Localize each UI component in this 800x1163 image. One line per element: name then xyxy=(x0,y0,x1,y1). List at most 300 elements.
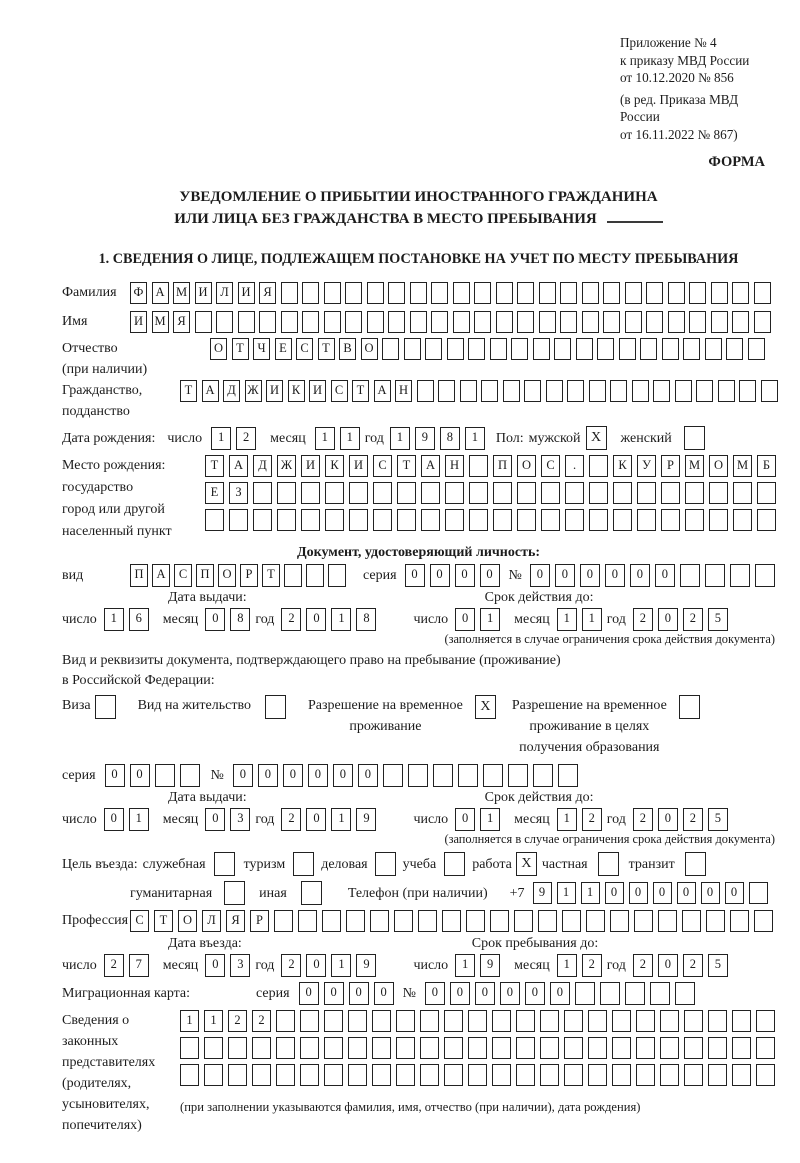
char-box[interactable]: Р xyxy=(240,564,258,587)
char-box[interactable]: 0 xyxy=(480,564,500,587)
char-box[interactable] xyxy=(517,509,536,531)
char-box[interactable]: Б xyxy=(757,455,776,477)
purpose-transit-checkbox[interactable] xyxy=(685,852,706,876)
char-box[interactable] xyxy=(469,509,488,531)
char-box[interactable]: А xyxy=(421,455,440,477)
char-box[interactable] xyxy=(281,282,298,304)
char-box[interactable] xyxy=(634,910,653,932)
char-box[interactable] xyxy=(708,1010,727,1032)
char-box[interactable]: 0 xyxy=(455,564,475,587)
char-box[interactable]: 5 xyxy=(708,954,728,977)
char-box[interactable] xyxy=(460,380,477,402)
char-box[interactable]: 0 xyxy=(306,808,326,831)
char-box[interactable] xyxy=(511,338,528,360)
char-box[interactable] xyxy=(444,1064,463,1086)
char-box[interactable] xyxy=(541,482,560,504)
char-box[interactable]: С xyxy=(130,910,149,932)
char-box[interactable]: 1 xyxy=(557,882,576,904)
char-box[interactable] xyxy=(646,282,663,304)
char-box[interactable] xyxy=(274,910,293,932)
char-box[interactable]: 6 xyxy=(129,608,149,631)
char-box[interactable]: 0 xyxy=(324,982,344,1005)
blank-underline[interactable] xyxy=(607,209,663,223)
char-box[interactable] xyxy=(558,764,578,787)
char-box[interactable] xyxy=(600,982,620,1005)
char-box[interactable] xyxy=(373,509,392,531)
char-box[interactable]: 1 xyxy=(465,427,485,450)
purpose-tourism-checkbox[interactable] xyxy=(293,852,314,876)
char-box[interactable] xyxy=(281,311,298,333)
char-box[interactable] xyxy=(661,509,680,531)
char-box[interactable] xyxy=(541,509,560,531)
char-box[interactable]: И xyxy=(195,282,212,304)
char-box[interactable] xyxy=(660,1037,679,1059)
char-box[interactable] xyxy=(685,509,704,531)
char-box[interactable] xyxy=(517,482,536,504)
purpose-private-checkbox[interactable] xyxy=(598,852,619,876)
char-box[interactable]: 1 xyxy=(331,608,351,631)
char-box[interactable]: З xyxy=(229,482,248,504)
char-box[interactable] xyxy=(349,482,368,504)
char-box[interactable] xyxy=(493,482,512,504)
char-box[interactable] xyxy=(276,1037,295,1059)
char-box[interactable]: Р xyxy=(250,910,269,932)
char-box[interactable] xyxy=(565,509,584,531)
char-box[interactable] xyxy=(277,509,296,531)
char-box[interactable]: М xyxy=(733,455,752,477)
char-box[interactable]: 0 xyxy=(104,808,124,831)
char-box[interactable]: С xyxy=(373,455,392,477)
char-box[interactable]: 2 xyxy=(281,808,301,831)
char-box[interactable] xyxy=(445,482,464,504)
purpose-official-checkbox[interactable] xyxy=(214,852,235,876)
char-box[interactable] xyxy=(300,1010,319,1032)
char-box[interactable] xyxy=(516,1064,535,1086)
char-box[interactable]: О xyxy=(709,455,728,477)
char-box[interactable] xyxy=(324,282,341,304)
char-box[interactable] xyxy=(458,764,478,787)
char-box[interactable]: 2 xyxy=(683,954,703,977)
sex-male-checkbox[interactable] xyxy=(586,426,607,450)
char-box[interactable]: 2 xyxy=(633,808,653,831)
char-box[interactable]: 2 xyxy=(582,808,602,831)
char-box[interactable]: 0 xyxy=(205,808,225,831)
char-box[interactable] xyxy=(706,910,725,932)
sex-female-checkbox[interactable] xyxy=(684,426,705,450)
char-box[interactable] xyxy=(205,509,224,531)
char-box[interactable]: 1 xyxy=(104,608,124,631)
char-box[interactable] xyxy=(382,338,399,360)
char-box[interactable] xyxy=(421,509,440,531)
char-box[interactable] xyxy=(708,1064,727,1086)
char-box[interactable] xyxy=(739,380,756,402)
purpose-other-checkbox[interactable] xyxy=(301,881,322,905)
char-box[interactable] xyxy=(754,910,773,932)
char-box[interactable] xyxy=(324,311,341,333)
temp-permit-edu-checkbox[interactable] xyxy=(679,695,700,719)
char-box[interactable] xyxy=(420,1064,439,1086)
char-box[interactable]: А xyxy=(152,282,169,304)
char-box[interactable] xyxy=(301,881,322,905)
char-box[interactable]: Е xyxy=(205,482,224,504)
char-box[interactable] xyxy=(298,910,317,932)
char-box[interactable]: 1 xyxy=(211,427,231,450)
char-box[interactable] xyxy=(662,338,679,360)
char-box[interactable] xyxy=(396,1064,415,1086)
char-box[interactable] xyxy=(490,338,507,360)
char-box[interactable] xyxy=(625,282,642,304)
char-box[interactable] xyxy=(328,564,346,587)
char-box[interactable] xyxy=(155,764,175,787)
char-box[interactable] xyxy=(517,311,534,333)
char-box[interactable] xyxy=(610,910,629,932)
char-box[interactable] xyxy=(756,1064,775,1086)
char-box[interactable]: И xyxy=(130,311,147,333)
char-box[interactable] xyxy=(730,564,750,587)
char-box[interactable] xyxy=(732,1064,751,1086)
char-box[interactable]: Л xyxy=(216,282,233,304)
char-box[interactable]: М xyxy=(685,455,704,477)
char-box[interactable] xyxy=(653,380,670,402)
char-box[interactable] xyxy=(420,1037,439,1059)
char-box[interactable]: 0 xyxy=(658,954,678,977)
char-box[interactable]: О xyxy=(178,910,197,932)
char-box[interactable] xyxy=(466,910,485,932)
char-box[interactable] xyxy=(252,1064,271,1086)
char-box[interactable] xyxy=(445,509,464,531)
char-box[interactable]: 3 xyxy=(230,954,250,977)
char-box[interactable] xyxy=(503,380,520,402)
char-box[interactable] xyxy=(224,881,245,905)
char-box[interactable] xyxy=(468,338,485,360)
char-box[interactable] xyxy=(705,338,722,360)
char-box[interactable]: Т xyxy=(397,455,416,477)
char-box[interactable] xyxy=(540,1037,559,1059)
char-box[interactable] xyxy=(632,380,649,402)
char-box[interactable] xyxy=(709,482,728,504)
char-box[interactable] xyxy=(524,380,541,402)
char-box[interactable] xyxy=(388,282,405,304)
char-box[interactable]: О xyxy=(361,338,378,360)
char-box[interactable] xyxy=(277,482,296,504)
char-box[interactable] xyxy=(324,1064,343,1086)
char-box[interactable]: 1 xyxy=(180,1010,199,1032)
char-box[interactable] xyxy=(582,311,599,333)
char-box[interactable] xyxy=(383,764,403,787)
char-box[interactable] xyxy=(453,282,470,304)
char-box[interactable] xyxy=(492,1010,511,1032)
char-box[interactable] xyxy=(675,380,692,402)
char-box[interactable]: 0 xyxy=(430,564,450,587)
char-box[interactable]: К xyxy=(325,455,344,477)
char-box[interactable]: 0 xyxy=(306,954,326,977)
char-box[interactable] xyxy=(469,482,488,504)
char-box[interactable] xyxy=(348,1064,367,1086)
char-box[interactable] xyxy=(425,338,442,360)
char-box[interactable] xyxy=(538,910,557,932)
char-box[interactable]: 0 xyxy=(677,882,696,904)
char-box[interactable] xyxy=(658,910,677,932)
char-box[interactable] xyxy=(325,509,344,531)
char-box[interactable] xyxy=(682,910,701,932)
char-box[interactable]: Е xyxy=(275,338,292,360)
char-box[interactable]: Т xyxy=(318,338,335,360)
char-box[interactable] xyxy=(708,1037,727,1059)
char-box[interactable] xyxy=(636,1064,655,1086)
char-box[interactable] xyxy=(468,1010,487,1032)
char-box[interactable] xyxy=(732,1037,751,1059)
char-box[interactable]: 2 xyxy=(582,954,602,977)
char-box[interactable] xyxy=(396,1037,415,1059)
char-box[interactable]: Т xyxy=(262,564,280,587)
char-box[interactable] xyxy=(588,1037,607,1059)
char-box[interactable]: 0 xyxy=(308,764,328,787)
char-box[interactable]: 1 xyxy=(557,954,577,977)
char-box[interactable]: X xyxy=(475,695,496,719)
char-box[interactable] xyxy=(372,1064,391,1086)
char-box[interactable] xyxy=(560,282,577,304)
char-box[interactable]: С xyxy=(331,380,348,402)
purpose-humanitarian-checkbox[interactable] xyxy=(224,881,245,905)
char-box[interactable] xyxy=(539,282,556,304)
char-box[interactable] xyxy=(180,764,200,787)
char-box[interactable] xyxy=(252,1037,271,1059)
char-box[interactable] xyxy=(685,482,704,504)
char-box[interactable]: 1 xyxy=(480,808,500,831)
char-box[interactable]: И xyxy=(349,455,368,477)
char-box[interactable] xyxy=(301,482,320,504)
char-box[interactable]: 0 xyxy=(630,564,650,587)
char-box[interactable]: У xyxy=(637,455,656,477)
char-box[interactable] xyxy=(483,764,503,787)
char-box[interactable] xyxy=(388,311,405,333)
char-box[interactable]: В xyxy=(339,338,356,360)
char-box[interactable]: 3 xyxy=(230,808,250,831)
char-box[interactable] xyxy=(348,1010,367,1032)
char-box[interactable]: . xyxy=(565,455,584,477)
char-box[interactable] xyxy=(564,1064,583,1086)
char-box[interactable] xyxy=(514,910,533,932)
char-box[interactable]: А xyxy=(152,564,170,587)
char-box[interactable]: 0 xyxy=(655,564,675,587)
char-box[interactable] xyxy=(564,1037,583,1059)
char-box[interactable] xyxy=(300,1037,319,1059)
char-box[interactable] xyxy=(726,338,743,360)
char-box[interactable]: 0 xyxy=(205,608,225,631)
char-box[interactable] xyxy=(679,695,700,719)
char-box[interactable] xyxy=(481,380,498,402)
char-box[interactable]: 8 xyxy=(230,608,250,631)
char-box[interactable]: Ж xyxy=(277,455,296,477)
char-box[interactable] xyxy=(761,380,778,402)
char-box[interactable] xyxy=(410,282,427,304)
char-box[interactable] xyxy=(684,1010,703,1032)
char-box[interactable] xyxy=(539,311,556,333)
char-box[interactable] xyxy=(417,380,434,402)
char-box[interactable] xyxy=(589,380,606,402)
char-box[interactable] xyxy=(597,338,614,360)
char-box[interactable] xyxy=(95,695,116,719)
char-box[interactable]: 2 xyxy=(252,1010,271,1032)
char-box[interactable] xyxy=(582,282,599,304)
char-box[interactable] xyxy=(324,1037,343,1059)
char-box[interactable] xyxy=(598,852,619,876)
char-box[interactable] xyxy=(469,455,488,477)
char-box[interactable]: 0 xyxy=(653,882,672,904)
char-box[interactable] xyxy=(228,1064,247,1086)
char-box[interactable] xyxy=(588,1010,607,1032)
char-box[interactable] xyxy=(517,282,534,304)
char-box[interactable] xyxy=(293,852,314,876)
char-box[interactable]: 0 xyxy=(233,764,253,787)
char-box[interactable] xyxy=(372,1037,391,1059)
char-box[interactable] xyxy=(732,311,749,333)
char-box[interactable] xyxy=(754,282,771,304)
char-box[interactable] xyxy=(216,311,233,333)
char-box[interactable]: И xyxy=(301,455,320,477)
char-box[interactable] xyxy=(586,910,605,932)
char-box[interactable] xyxy=(756,1037,775,1059)
char-box[interactable]: Д xyxy=(223,380,240,402)
char-box[interactable] xyxy=(660,1010,679,1032)
char-box[interactable] xyxy=(468,1064,487,1086)
char-box[interactable]: Ф xyxy=(130,282,147,304)
char-box[interactable] xyxy=(180,1037,199,1059)
char-box[interactable]: Ж xyxy=(245,380,262,402)
char-box[interactable]: П xyxy=(130,564,148,587)
char-box[interactable] xyxy=(711,311,728,333)
char-box[interactable] xyxy=(625,311,642,333)
char-box[interactable]: П xyxy=(493,455,512,477)
char-box[interactable] xyxy=(696,380,713,402)
temp-permit-checkbox[interactable] xyxy=(475,695,496,719)
char-box[interactable]: 2 xyxy=(281,608,301,631)
char-box[interactable]: 2 xyxy=(104,954,124,977)
char-box[interactable]: 0 xyxy=(405,564,425,587)
char-box[interactable] xyxy=(349,509,368,531)
char-box[interactable] xyxy=(564,1010,583,1032)
char-box[interactable] xyxy=(516,1010,535,1032)
char-box[interactable] xyxy=(444,852,465,876)
char-box[interactable]: Л xyxy=(202,910,221,932)
char-box[interactable] xyxy=(490,910,509,932)
char-box[interactable] xyxy=(276,1064,295,1086)
char-box[interactable] xyxy=(496,282,513,304)
char-box[interactable]: 1 xyxy=(557,808,577,831)
char-box[interactable]: 2 xyxy=(281,954,301,977)
char-box[interactable] xyxy=(575,982,595,1005)
char-box[interactable]: 0 xyxy=(530,564,550,587)
char-box[interactable] xyxy=(302,282,319,304)
char-box[interactable] xyxy=(540,1064,559,1086)
char-box[interactable]: 1 xyxy=(129,808,149,831)
char-box[interactable] xyxy=(301,509,320,531)
char-box[interactable]: Р xyxy=(661,455,680,477)
char-box[interactable] xyxy=(560,311,577,333)
char-box[interactable] xyxy=(265,695,286,719)
char-box[interactable]: 0 xyxy=(258,764,278,787)
char-box[interactable] xyxy=(612,1037,631,1059)
char-box[interactable] xyxy=(613,482,632,504)
char-box[interactable] xyxy=(680,564,700,587)
char-box[interactable]: 0 xyxy=(283,764,303,787)
char-box[interactable]: 1 xyxy=(204,1010,223,1032)
char-box[interactable]: 8 xyxy=(356,608,376,631)
char-box[interactable] xyxy=(650,982,670,1005)
char-box[interactable] xyxy=(394,910,413,932)
char-box[interactable] xyxy=(589,509,608,531)
char-box[interactable]: Я xyxy=(226,910,245,932)
char-box[interactable] xyxy=(372,1010,391,1032)
char-box[interactable] xyxy=(757,509,776,531)
char-box[interactable] xyxy=(444,1037,463,1059)
char-box[interactable] xyxy=(732,282,749,304)
char-box[interactable]: 1 xyxy=(390,427,410,450)
char-box[interactable] xyxy=(754,311,771,333)
purpose-business-checkbox[interactable] xyxy=(375,852,396,876)
char-box[interactable] xyxy=(492,1064,511,1086)
char-box[interactable]: К xyxy=(613,455,632,477)
char-box[interactable]: 1 xyxy=(455,954,475,977)
char-box[interactable] xyxy=(408,764,428,787)
char-box[interactable]: И xyxy=(238,282,255,304)
char-box[interactable]: 9 xyxy=(415,427,435,450)
char-box[interactable] xyxy=(431,311,448,333)
char-box[interactable]: С xyxy=(296,338,313,360)
residence-permit-checkbox[interactable] xyxy=(265,695,286,719)
char-box[interactable]: 0 xyxy=(333,764,353,787)
char-box[interactable] xyxy=(493,509,512,531)
char-box[interactable]: 0 xyxy=(525,982,545,1005)
char-box[interactable]: 0 xyxy=(555,564,575,587)
char-box[interactable] xyxy=(306,564,324,587)
visa-checkbox[interactable] xyxy=(95,695,116,719)
char-box[interactable] xyxy=(370,910,389,932)
char-box[interactable]: 1 xyxy=(557,608,577,631)
char-box[interactable] xyxy=(636,1037,655,1059)
char-box[interactable] xyxy=(619,338,636,360)
char-box[interactable] xyxy=(396,1010,415,1032)
char-box[interactable] xyxy=(238,311,255,333)
char-box[interactable] xyxy=(546,380,563,402)
char-box[interactable]: 0 xyxy=(475,982,495,1005)
char-box[interactable] xyxy=(625,982,645,1005)
char-box[interactable]: М xyxy=(152,311,169,333)
char-box[interactable] xyxy=(612,1010,631,1032)
char-box[interactable] xyxy=(474,282,491,304)
char-box[interactable] xyxy=(588,1064,607,1086)
char-box[interactable] xyxy=(421,482,440,504)
char-box[interactable] xyxy=(345,282,362,304)
char-box[interactable] xyxy=(228,1037,247,1059)
char-box[interactable] xyxy=(589,482,608,504)
char-box[interactable] xyxy=(684,1037,703,1059)
char-box[interactable] xyxy=(259,311,276,333)
char-box[interactable]: С xyxy=(174,564,192,587)
char-box[interactable] xyxy=(748,338,765,360)
char-box[interactable] xyxy=(589,455,608,477)
purpose-work-checkbox[interactable] xyxy=(516,852,537,876)
char-box[interactable]: 0 xyxy=(374,982,394,1005)
char-box[interactable] xyxy=(562,910,581,932)
char-box[interactable] xyxy=(732,1010,751,1032)
char-box[interactable]: 0 xyxy=(425,982,445,1005)
char-box[interactable]: 0 xyxy=(605,564,625,587)
char-box[interactable] xyxy=(603,311,620,333)
char-box[interactable] xyxy=(646,311,663,333)
char-box[interactable]: 0 xyxy=(130,764,150,787)
char-box[interactable]: 0 xyxy=(299,982,319,1005)
